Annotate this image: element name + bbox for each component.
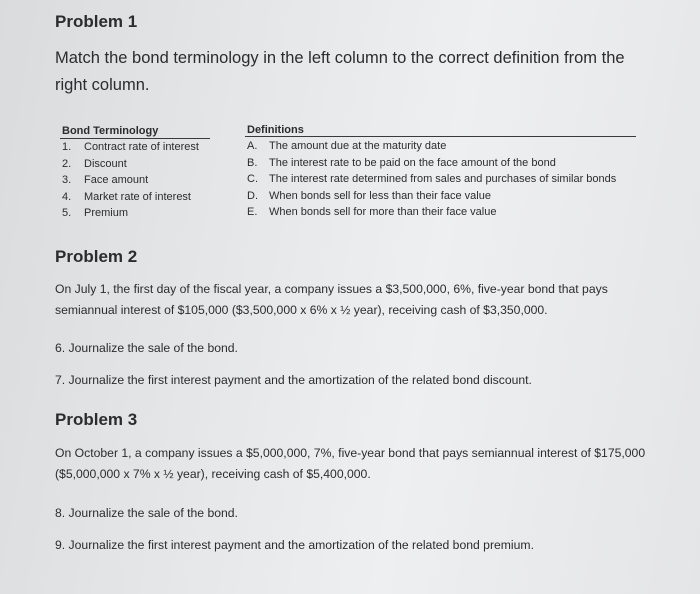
term-item bbox=[62, 189, 199, 205]
definition-letter: C. bbox=[247, 173, 258, 186]
problem-2-text: On July 1, the first day of the fiscal year, a company issues a $3,500,000, 6%, five-year bond that pays semiannual interest of $105,000 ($3,500,000 x 6% x ½ year), receiving cash of $3,350,000. bbox=[55, 282, 608, 317]
problem-1-title: Problem 1 bbox=[55, 12, 138, 31]
term-label: Contract rate of interest bbox=[84, 141, 199, 154]
definition-letter: E. bbox=[247, 206, 258, 219]
definition-letter: A. bbox=[247, 140, 258, 153]
term-number: 4. bbox=[62, 190, 72, 203]
term-number: 3. bbox=[62, 174, 72, 187]
term-number: 5. bbox=[62, 207, 72, 220]
definition-item bbox=[247, 171, 616, 187]
definition-text: The interest rate to be paid on the face amount of the bond bbox=[269, 156, 556, 169]
definition-item bbox=[247, 155, 616, 171]
definition-text: When bonds sell for less than their face value bbox=[269, 189, 491, 202]
problem-3-title: Problem 3 bbox=[55, 410, 138, 429]
term-label: Discount bbox=[84, 157, 127, 170]
term-number: 2. bbox=[62, 157, 72, 170]
term-label: Face amount bbox=[84, 174, 149, 187]
term-label: Premium bbox=[84, 207, 129, 220]
problem-3-task-9: 9. Journalize the first interest payment and the amortization of the related bond premium. bbox=[55, 538, 534, 552]
definition-text: The amount due at the maturity date bbox=[269, 140, 447, 153]
terminology-header: Bond Terminology bbox=[62, 125, 159, 137]
problem-2-task-6: 6. Journalize the sale of the bond. bbox=[55, 341, 238, 355]
problem-3-task-8: 8. Journalize the sale of the bond. bbox=[55, 506, 238, 520]
terminology-header-rule bbox=[60, 138, 210, 139]
definition-item bbox=[247, 204, 616, 220]
definitions-header: Definitions bbox=[247, 124, 304, 136]
problem-2-title: Problem 2 bbox=[55, 247, 138, 266]
term-number: 1. bbox=[62, 141, 72, 154]
term-item bbox=[62, 172, 199, 188]
definition-item bbox=[247, 188, 616, 204]
term-item bbox=[62, 156, 199, 172]
problem-2-task-7: 7. Journalize the first interest payment and the amortization of the related bond discount. bbox=[55, 373, 532, 387]
term-label: Market rate of interest bbox=[84, 190, 191, 203]
definition-item bbox=[247, 138, 616, 154]
problem-1-intro: Match the bond terminology in the left column to the correct definition from the right column. bbox=[55, 49, 625, 94]
definition-text: When bonds sell for more than their face value bbox=[269, 206, 497, 219]
term-item bbox=[62, 139, 199, 155]
definitions-header-rule bbox=[245, 136, 636, 137]
term-item bbox=[62, 205, 199, 221]
definition-text: The interest rate determined from sales and purchases of similar bonds bbox=[269, 173, 617, 186]
definition-letter: B. bbox=[247, 156, 258, 169]
problem-3-text: On October 1, a company issues a $5,000,000, 7%, five-year bond that pays semiannual interest of $175,000 ($5,000,000 x 7% x ½ year), receiving cash of $5,400,000. bbox=[55, 446, 646, 481]
definition-letter: D. bbox=[247, 189, 258, 202]
